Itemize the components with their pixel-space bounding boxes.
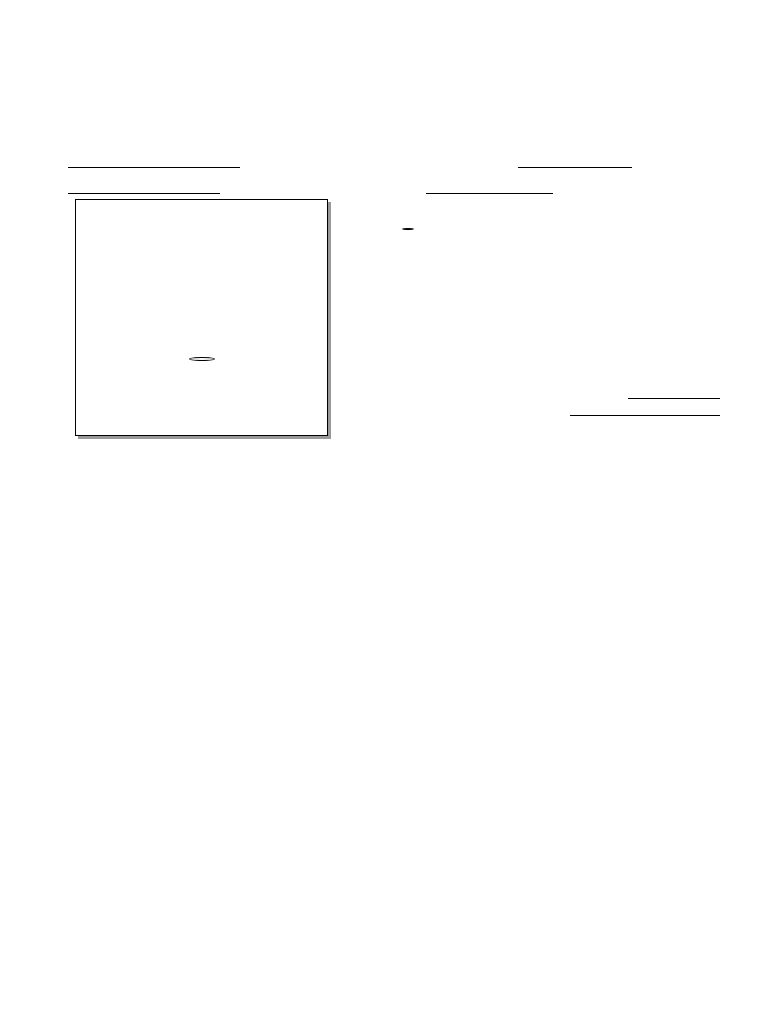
dob-field[interactable] (518, 156, 632, 168)
patient-name-field[interactable] (68, 156, 240, 168)
attention-line (76, 352, 327, 364)
problems-instruction (402, 222, 414, 233)
pcp-line[interactable] (426, 182, 553, 194)
other-name-field[interactable] (68, 182, 220, 194)
pcp-field[interactable] (426, 182, 553, 194)
dob-month-line[interactable] (518, 156, 556, 168)
patient-name-line[interactable] (68, 156, 240, 168)
dob-year-line[interactable] (594, 156, 632, 168)
dob-day-line[interactable] (556, 156, 594, 168)
circle-oval (402, 228, 414, 230)
other-name-line[interactable] (68, 182, 220, 194)
other-line-1[interactable] (628, 387, 720, 399)
attention-box (75, 199, 328, 436)
other-line-2[interactable] (570, 404, 720, 416)
